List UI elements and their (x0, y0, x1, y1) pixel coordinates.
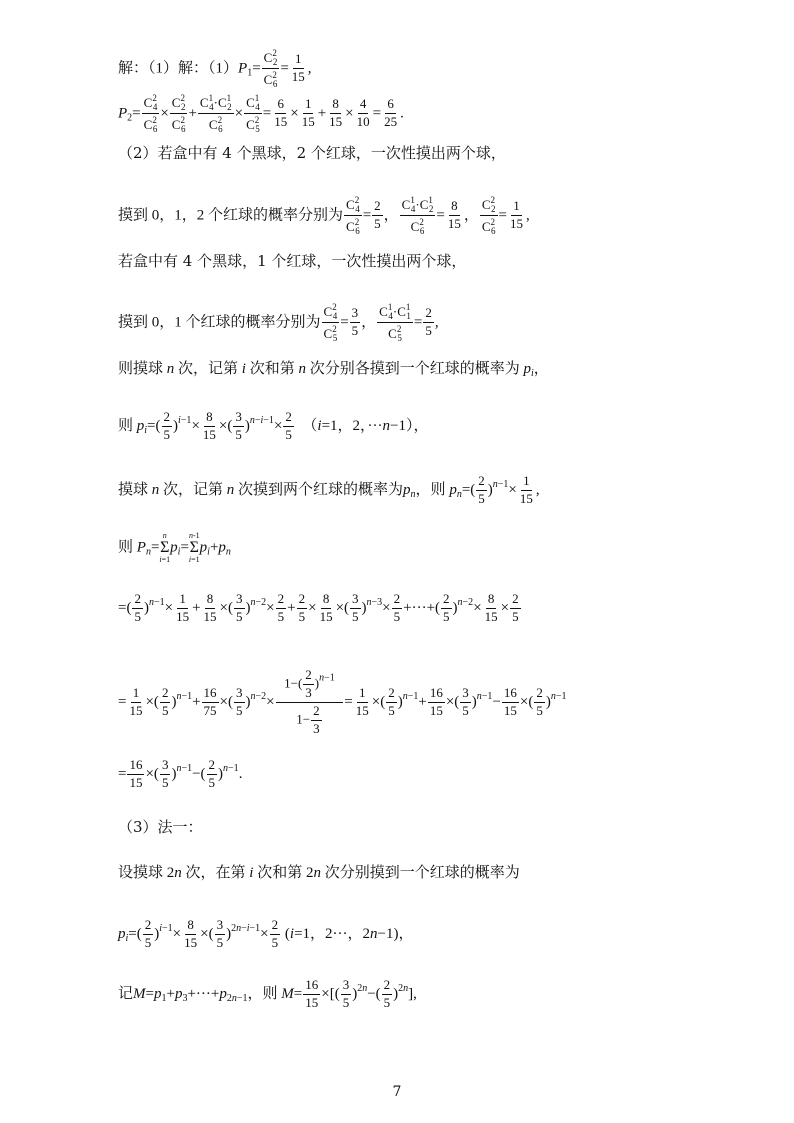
part3-pi-formula-line: $p_i=$( $\frac{2}{5}$ )$^{i-1}$× $\frac{8}{15}$ ×( $\frac{3}{5}$ )$^{2n-i-1}$× $\frac{2}{5}$ (i=1，2···，2n−1)， (118, 917, 414, 950)
pn-definition-line: 摸球 n 次，记第 n 次摸到两个红球的概率为$p_n$，则 $p_n=$( $\frac{2}{5}$ )$^{n-1}$× $\frac{1}{15}$ , (118, 473, 540, 506)
part3-heading-line: （3）法一： (118, 818, 203, 836)
page-number: 7 (392, 1084, 402, 1100)
pi-formula-line: 则 $p_i=$( $\frac{2}{5}$ )$^{i-1}$× $\frac{8}{15}$ ×( $\frac{3}{5}$ )$^{n-i-1}$× $\frac{2}{5}$ （i=1，2，···n−1）， (118, 409, 429, 442)
expansion-line: =( $\frac{2}{5}$ )$^{n-1}$× $\frac{1}{15}$ + $\frac{8}{15}$ ×( $\frac{3}{5}$ )$^{n-2}$× $\frac{2}{5}$ + $\frac{2}{5}$ × $\frac{8}{15}$ ×( $\frac{3}{5}$ )$^{n-3}$× $\frac{2}{5}$ +···+( $\frac{2}{5}$ )$^{n-2}$× $\frac{8}{15}$ × $\frac{2}{5}$ (118, 591, 519, 624)
part1-heading: 解：（1）解：（1） (118, 60, 239, 77)
part2-probabilities-line: 摸到 0，1，2 个红球的概率分别为 $\frac{C^2_4}{C^2_6}$ = $\frac{2}{5}$ ， $\frac{C^1_4\cdot C^1_2}{C^2_6}$ = $\frac{8}{15}$ ， $\frac{C^2_2}{C^2_6}$ = $\frac{1}{15}$ , (118, 195, 530, 237)
part2-second-probabilities-line: 摸到 0，1 个红球的概率分别为 $\frac{C^2_4}{C^2_5}$ = $\frac{3}{5}$ ， $\frac{C^1_4\cdot C^1_1}{C^2_5}$ = $\frac{2}{5}$ , (118, 302, 439, 344)
part3-setup-line: 设摸球 2n 次，在第 i 次和第 2n 次分别摸到一个红球的概率为 (118, 865, 520, 881)
part1-p2-line: $P_2=$ $\frac{C^2_4}{C^2_6}$ × $\frac{C^2_2}{C^2_6}$ + $\frac{C^1_4\cdot C^1_2}{C^2_6}$ × $\frac{C^1_4}{C^2_5}$ = $\frac{6}{15}$ × $\frac{1}{15}$ + $\frac{8}{15}$ × $\frac{4}{10}$ = $\frac{6}{25}$ . (118, 93, 404, 135)
geometric-sum-line: = $\frac{1}{15}$ ×( $\frac{2}{5}$ )$^{n-1}$+ $\frac{16}{75}$ ×( $\frac{3}{5}$ )$^{n-2}$× 1−( $\frac{2}{3}$ )$^{n-1}$ 1− $\frac{2}{3}$ = $\frac{1}{15}$ ×( $\frac{2}{5}$ )$^{n-1}$+ $\frac{16}{15}$ ×( $\frac{3}{5}$ )$^{n-1}$− $\frac{16}{15}$ ×( $\frac{2}{5}$ )$^{n-1}$ (118, 667, 567, 736)
part2-second-box-line: 若盒中有 4 个黑球，1 个红球，一次性摸出两个球， (118, 252, 467, 270)
part3-M-line: 记$M=p_1+p_3+\cdot\cdot\cdot+p_{2n-1}$，则 M= $\frac{16}{15}$ ×[( $\frac{3}{5}$ )$^{2n}$−( $\frac{2}{5}$ )$^{2n}$], (118, 977, 417, 1010)
Pn-sum-line: 则 $P_n=$ n Σ i=1 $p_i=$ n-1 Σ i=1 $p_i+p_n$ (118, 531, 231, 564)
fraction: $\frac{C^2_2}{C^2_6}$ (263, 48, 278, 90)
result-line: = $\frac{16}{15}$ ×( $\frac{3}{5}$ )$^{n-1}$−( $\frac{2}{5}$ )$^{n-1}$. (118, 757, 243, 790)
part1-p1-line: 解：（1）解：$(1)P_1=$ $\frac{C^2_2}{C^2_6}$ = $\frac{1}{15}$ , (118, 48, 312, 90)
pi-definition-line: 则摸球 n 次，记第 i 次和第 n 次分别各摸到一个红球的概率为 $p_i$， (118, 361, 549, 379)
part2-heading-line: （2）若盒中有 4 个黑球，2 个红球，一次性摸出两个球， (118, 144, 506, 162)
